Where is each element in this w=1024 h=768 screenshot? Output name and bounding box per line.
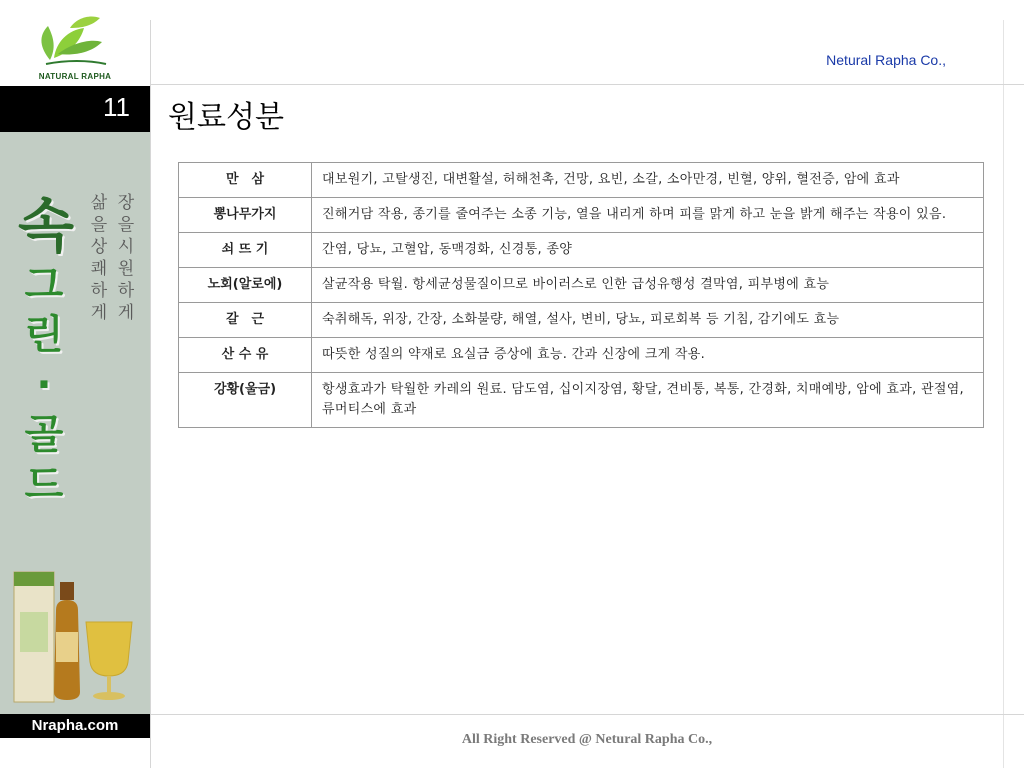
divider-top — [150, 84, 1024, 85]
slogan-char: 게 — [90, 303, 108, 323]
product-image — [10, 552, 140, 712]
ingredient-name: 쇠 뜨 기 — [179, 233, 312, 268]
slogan-char: 시 — [117, 237, 135, 257]
logo-text: NATURAL RAPHA — [38, 72, 112, 81]
copyright-footer: All Right Reserved @ Netural Rapha Co., — [461, 732, 713, 747]
website-url-box — [0, 714, 150, 738]
table-row — [179, 233, 984, 268]
brand-char: · — [36, 362, 52, 408]
brand-char: 골 — [24, 412, 64, 458]
ingredient-description: 간염, 당뇨, 고혈압, 동맥경화, 신경통, 종양 — [312, 233, 984, 268]
ingredient-name: 산 수 유 — [179, 338, 312, 373]
slogan-char: 상 — [90, 237, 108, 257]
sidebar-panel — [0, 132, 150, 714]
ingredient-name: 만 삼 — [179, 163, 312, 198]
ingredient-description: 따뜻한 성질의 약재로 요실금 증상에 효능. 간과 신장에 크게 작용. — [312, 338, 984, 373]
brand-vertical-text — [18, 192, 75, 510]
ingredient-name: 노회(알로에) — [179, 268, 312, 303]
ingredients-table — [178, 162, 984, 428]
brand-char: 린 — [24, 312, 64, 358]
brand-char: 드 — [24, 462, 64, 508]
ingredient-description: 대보원기, 고탈생진, 대변활설, 허해천촉, 건망, 요빈, 소갈, 소아만경, 빈혈, 양위, 혈전증, 암에 효과 — [312, 163, 984, 198]
slogan-char: 하 — [117, 281, 135, 301]
ingredient-name: 뽕나무가지 — [179, 198, 312, 233]
ingredient-name: 갈 근 — [179, 303, 312, 338]
divider-vertical — [150, 20, 151, 768]
table-row — [179, 303, 984, 338]
divider-bottom — [150, 714, 1024, 715]
ingredient-description: 항생효과가 탁월한 카레의 원료. 담도염, 십이지장염, 황달, 견비통, 복통, 간경화, 치매예방, 암에 효과, 관절염, 류머티스에 효과 — [312, 373, 984, 428]
slogan-column-left — [88, 192, 110, 324]
leaf-logo-icon — [10, 8, 140, 74]
slogan-char: 삶 — [90, 193, 108, 213]
ingredient-description: 살균작용 탁월. 항세균성물질이므로 바이러스로 인한 급성유행성 결막염, 피부병에 효능 — [312, 268, 984, 303]
table-row — [179, 198, 984, 233]
table-row — [179, 268, 984, 303]
table-row — [179, 338, 984, 373]
website-url: Nrapha.com — [31, 717, 119, 734]
slogan-column-right — [115, 192, 137, 324]
company-name-header: Netural Rapha Co., — [826, 52, 946, 68]
slogan-char: 을 — [90, 215, 108, 235]
slogan-char: 을 — [117, 215, 135, 235]
company-logo — [10, 8, 130, 86]
slogan-char: 장 — [117, 193, 135, 213]
table-row — [179, 163, 984, 198]
slogan-char: 하 — [90, 281, 108, 301]
divider-vertical-right — [1003, 20, 1004, 768]
brand-char: 속 — [18, 192, 75, 260]
page-number: 11 — [103, 92, 130, 122]
slogan-char: 원 — [117, 259, 135, 279]
ingredient-description: 진해거담 작용, 종기를 줄여주는 소종 기능, 열을 내리게 하며 피를 맑게 하고 눈을 밝게 해주는 작용이 있음. — [312, 198, 984, 233]
slogan-char: 게 — [117, 303, 135, 323]
brand-char: 그 — [24, 262, 64, 308]
table-row — [179, 373, 984, 428]
ingredient-description: 숙취해독, 위장, 간장, 소화불량, 해열, 설사, 변비, 당뇨, 피로회복 등 기침, 감기에도 효능 — [312, 303, 984, 338]
page-title: 원료성분 — [168, 100, 284, 135]
slogan-char: 쾌 — [90, 259, 108, 279]
page-number-box — [0, 86, 150, 132]
ingredient-name: 강황(울금) — [179, 373, 312, 428]
